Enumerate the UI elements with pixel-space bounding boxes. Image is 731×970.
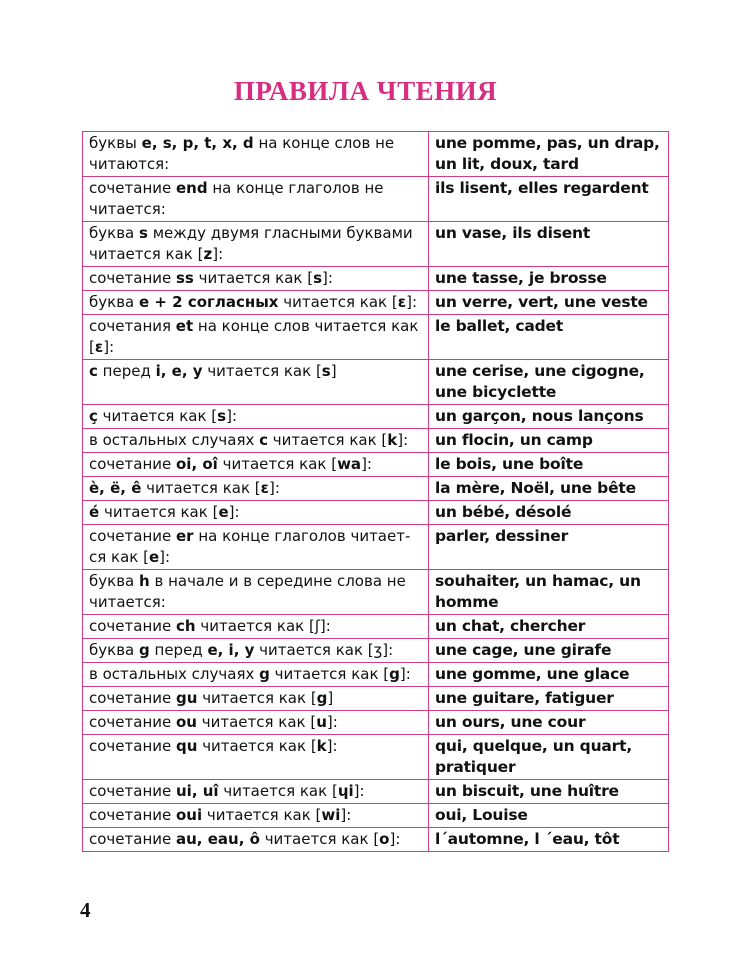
- rule-letters: c: [259, 431, 269, 449]
- rule-letters: ɛ: [397, 293, 407, 311]
- table-row: [83, 132, 669, 177]
- table-row: [83, 615, 669, 639]
- rule-cell: [83, 477, 429, 501]
- rule-text: на конце слов не читаются:: [89, 134, 395, 173]
- rule-cell: [83, 501, 429, 525]
- example-cell: parler, dessiner: [429, 525, 669, 570]
- rule-letters: s: [139, 224, 148, 242]
- table-row: [83, 405, 669, 429]
- rule-letters: au, eau, ô: [176, 830, 260, 848]
- rule-cell: [83, 615, 429, 639]
- rule-letters: i, e, y: [155, 362, 203, 380]
- rule-text: ]:: [103, 338, 115, 356]
- rule-text: читается как [ʒ]:: [254, 641, 394, 659]
- table-row: [83, 828, 669, 852]
- table-row: [83, 687, 669, 711]
- rule-text: читается как [: [197, 689, 317, 707]
- rule-letters: ss: [176, 269, 194, 287]
- rule-text: ]: [327, 689, 334, 707]
- example-cell: une cerise, une cigogne, une bicyclette: [429, 360, 669, 405]
- example-cell: un biscuit, une huître: [429, 780, 669, 804]
- rule-text: в остальных случаях: [89, 431, 260, 449]
- rule-letters: ou: [176, 713, 197, 731]
- table-row: [83, 525, 669, 570]
- example-cell: un ours, une cour: [429, 711, 669, 735]
- example-cell: une guitare, fatiguer: [429, 687, 669, 711]
- rule-text: читается как [: [268, 431, 388, 449]
- rule-text: ]:: [361, 455, 372, 473]
- example-cell: une cage, une girafe: [429, 639, 669, 663]
- rule-text: перед: [149, 641, 208, 659]
- table-row: [83, 501, 669, 525]
- rule-letters: e + 2 согласных: [139, 293, 279, 311]
- rule-text: сочетание: [89, 782, 176, 800]
- rule-cell: [83, 177, 429, 222]
- example-cell: une tasse, je brosse: [429, 267, 669, 291]
- rule-cell: [83, 405, 429, 429]
- example-cell: un chat, chercher: [429, 615, 669, 639]
- rule-letters: ɛ: [260, 479, 269, 497]
- rule-cell: [83, 291, 429, 315]
- rule-letters: s: [217, 407, 227, 425]
- table-row: [83, 735, 669, 780]
- rule-text: ]:: [322, 269, 333, 287]
- rule-text: читается как [: [202, 806, 322, 824]
- rule-text: ]:: [268, 479, 280, 497]
- rule-text: буквы: [89, 134, 142, 152]
- rule-text: в остальных случаях: [89, 665, 260, 683]
- rule-text: буква: [89, 224, 139, 242]
- rule-letters: s: [313, 269, 323, 287]
- rule-text: ]:: [340, 806, 352, 824]
- page-number: 4: [80, 898, 91, 922]
- rule-text: сочетание: [89, 617, 176, 635]
- rule-text: ]: [330, 362, 337, 380]
- rule-text: сочетание: [89, 689, 176, 707]
- rule-text: сочетание: [89, 527, 176, 545]
- rule-cell: [83, 429, 429, 453]
- rule-letters: k: [387, 431, 398, 449]
- rule-text: буква: [89, 641, 139, 659]
- rule-cell: [83, 735, 429, 780]
- rule-text: ]:: [326, 737, 338, 755]
- rule-letters: u: [316, 713, 327, 731]
- rule-text: ]:: [228, 503, 240, 521]
- rule-cell: [83, 780, 429, 804]
- rule-text: сочетание: [89, 455, 176, 473]
- rule-text: между двумя гласными буквами читается как [: [89, 224, 413, 263]
- rule-text: сочетание: [89, 269, 176, 287]
- rule-text: на конце глаголов не читается:: [89, 179, 384, 218]
- rule-letters: wi: [321, 806, 341, 824]
- rule-cell: [83, 360, 429, 405]
- rule-text: сочетание: [89, 830, 176, 848]
- rule-letters: ui, uî: [176, 782, 219, 800]
- rule-text: читается как [: [278, 293, 398, 311]
- rule-cell: [83, 711, 429, 735]
- rule-cell: [83, 267, 429, 291]
- table-row: [83, 291, 669, 315]
- rule-cell: [83, 570, 429, 615]
- rule-text: ]:: [406, 293, 417, 311]
- example-cell: l´automne, l ´eau, tôt: [429, 828, 669, 852]
- rule-text: читается как [: [202, 362, 322, 380]
- rule-cell: [83, 315, 429, 360]
- rule-text: читается как [: [99, 503, 219, 521]
- rule-letters: et: [175, 317, 194, 335]
- example-cell: un garçon, nous lançons: [429, 405, 669, 429]
- rule-letters: ç: [89, 407, 98, 425]
- rule-text: читается как [: [218, 782, 338, 800]
- rule-cell: [83, 639, 429, 663]
- rule-text: сочетание: [89, 179, 176, 197]
- example-cell: un verre, vert, une veste: [429, 291, 669, 315]
- example-cell: le bois, une boîte: [429, 453, 669, 477]
- rule-letters: z: [203, 245, 213, 263]
- table-row: [83, 267, 669, 291]
- rule-letters: é: [89, 503, 100, 521]
- table-row: [83, 780, 669, 804]
- rule-letters: c: [89, 362, 98, 380]
- rule-letters: wa: [337, 455, 362, 473]
- rule-cell: [83, 828, 429, 852]
- rule-letters: o: [379, 830, 390, 848]
- rule-text: сочетания: [89, 317, 176, 335]
- rules-table-body: [83, 132, 669, 852]
- rule-cell: [83, 222, 429, 267]
- example-cell: oui, Louise: [429, 804, 669, 828]
- rule-text: читается как [: [269, 665, 390, 683]
- rule-letters: ch: [176, 617, 196, 635]
- rule-text: ]:: [389, 830, 401, 848]
- rule-text: читается как [: [196, 713, 317, 731]
- example-cell: un flocin, un camp: [429, 429, 669, 453]
- example-cell: souhaiter, un hamac, un homme: [429, 570, 669, 615]
- example-cell: le ballet, cadet: [429, 315, 669, 360]
- rule-cell: [83, 663, 429, 687]
- rule-text: ]:: [159, 548, 171, 566]
- rule-text: читается как [: [97, 407, 218, 425]
- rule-cell: [83, 804, 429, 828]
- rule-letters: ɥi: [337, 782, 354, 800]
- rule-letters: er: [176, 527, 194, 545]
- rule-letters: g: [139, 641, 150, 659]
- rule-text: на конце слов читается как [: [89, 317, 419, 356]
- rule-letters: qu: [176, 737, 198, 755]
- table-row: [83, 639, 669, 663]
- rule-cell: [83, 132, 429, 177]
- rule-cell: [83, 453, 429, 477]
- rule-letters: k: [316, 737, 327, 755]
- rule-letters: g: [259, 665, 270, 683]
- rule-text: в начале и в середине слова не читается:: [89, 572, 406, 611]
- rule-text: читается как [: [141, 479, 261, 497]
- table-row: [83, 222, 669, 267]
- table-row: [83, 570, 669, 615]
- rule-text: ]:: [353, 782, 365, 800]
- rule-letters: g: [316, 689, 328, 707]
- rule-text: буква: [89, 293, 139, 311]
- rule-text: читается как [ʃ]:: [195, 617, 331, 635]
- rule-text: сочетание: [89, 737, 176, 755]
- rule-text: сочетание: [89, 713, 176, 731]
- rule-letters: e: [148, 548, 160, 566]
- rule-text: ]:: [397, 431, 409, 449]
- table-row: [83, 711, 669, 735]
- rule-letters: ɛ: [94, 338, 104, 356]
- rule-text: сочетание: [89, 806, 176, 824]
- page-title: ПРАВИЛА ЧТЕНИЯ: [233, 76, 498, 106]
- rule-letters: gu: [176, 689, 198, 707]
- rule-letters: e: [218, 503, 229, 521]
- rule-text: на конце глаголов читает-ся как [: [89, 527, 411, 566]
- rule-letters: g: [389, 665, 400, 683]
- table-row: [83, 477, 669, 501]
- rule-text: читается как [: [259, 830, 380, 848]
- rule-letters: h: [139, 572, 150, 590]
- rule-text: буква: [89, 572, 139, 590]
- example-cell: une gomme, une glace: [429, 663, 669, 687]
- rule-letters: oi, oî: [176, 455, 218, 473]
- rule-letters: s: [321, 362, 331, 380]
- rule-text: ]:: [226, 407, 237, 425]
- rule-cell: [83, 525, 429, 570]
- rule-letters: end: [176, 179, 208, 197]
- example-cell: un bébé, désolé: [429, 501, 669, 525]
- rule-letters: oui: [176, 806, 203, 824]
- rule-text: читается как [: [197, 737, 317, 755]
- rule-text: читается как [: [217, 455, 338, 473]
- rule-letters: è, ë, ê: [89, 479, 142, 497]
- rule-letters: e, i, y: [207, 641, 255, 659]
- rule-text: читается как [: [193, 269, 314, 287]
- rule-text: ]:: [212, 245, 224, 263]
- example-cell: une pomme, pas, un drap, un lit, doux, tard: [429, 132, 669, 177]
- table-row: [83, 453, 669, 477]
- example-cell: la mère, Noël, une bête: [429, 477, 669, 501]
- rule-letters: e, s, p, t, x, d: [141, 134, 254, 152]
- rule-text: перед: [97, 362, 156, 380]
- example-cell: un vase, ils disent: [429, 222, 669, 267]
- table-row: [83, 360, 669, 405]
- rule-text: ]:: [399, 665, 411, 683]
- table-row: [83, 177, 669, 222]
- example-cell: qui, quelque, un quart, pratiquer: [429, 735, 669, 780]
- rule-text: ]:: [326, 713, 338, 731]
- table-row: [83, 804, 669, 828]
- table-row: [83, 663, 669, 687]
- table-row: [83, 315, 669, 360]
- rule-cell: [83, 687, 429, 711]
- table-row: [83, 429, 669, 453]
- reading-rules-table: [82, 131, 669, 852]
- example-cell: ils lisent, elles regardent: [429, 177, 669, 222]
